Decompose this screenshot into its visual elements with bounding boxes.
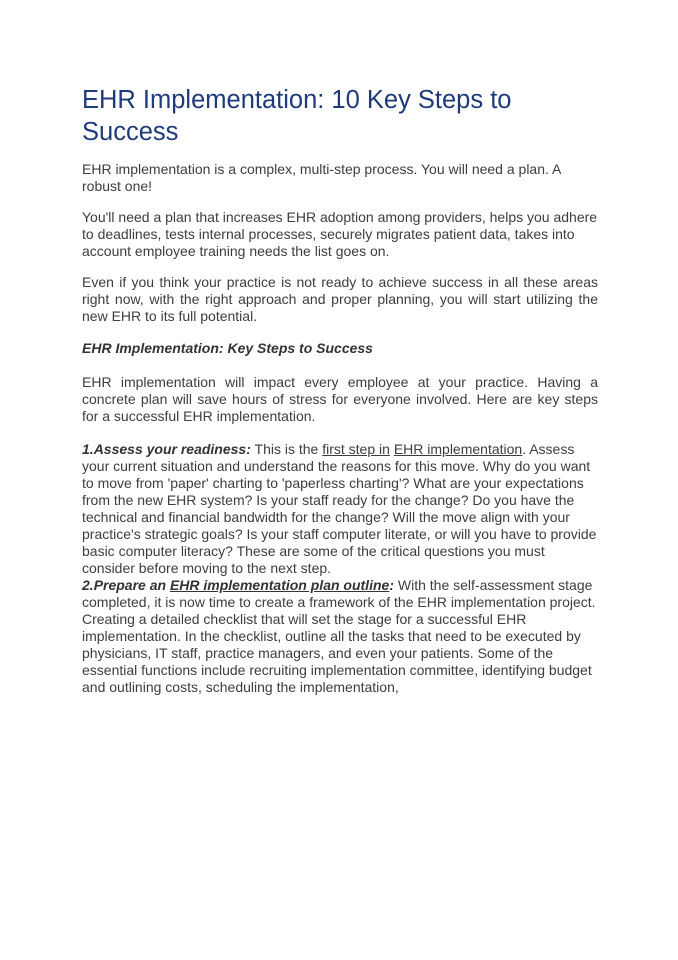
step-2-lead: Prepare an <box>93 577 170 593</box>
document-page <box>82 84 598 696</box>
step-2-number: 2. <box>82 577 94 593</box>
adoption-paragraph: You'll need a plan that increases EHR adoption among providers, helps you adhere to deadlines, tests internal processes, securely migrates patient data, takes into account employee training needs the list goes on. <box>82 209 598 259</box>
readiness-paragraph: Even if you think your practice is not ready to achieve success in all these areas right now, with the right approach and proper planning, you will start utilizing the new EHR to its full potential. <box>82 274 598 324</box>
step-1-number: 1. <box>82 441 94 457</box>
ehr-implementation-link[interactable]: EHR implementation <box>393 441 523 457</box>
first-step-link[interactable]: first step in <box>322 441 390 457</box>
step-1 <box>82 441 598 577</box>
ehr-plan-outline-link[interactable]: EHR implementation plan outline <box>169 577 390 593</box>
step-1-lead: Assess your readiness: <box>93 441 251 457</box>
step-2 <box>82 577 598 696</box>
section-subheading: EHR Implementation: Key Steps to Success <box>82 340 373 356</box>
intro-paragraph: EHR implementation is a complex, multi-step process. You will need a plan. A robust one! <box>82 161 561 194</box>
step-2-lead-colon: : <box>389 577 394 593</box>
page-title: EHR Implementation: 10 Key Steps to Success <box>82 86 512 146</box>
step-2-body: With the self-assessment stage completed, it is now time to create a framework of the EHR implementation project. Creating a detailed checklist that will set the stage for a successful EHR implementation. In the checklist, outline all the tasks that need to be executed by physicians, IT staff, practice managers, and even your patients. Some of the essential functions include recruiting implementation committee, identifying budget and outlining costs, scheduling the implementation, <box>82 577 596 695</box>
step-1-body: . Assess your current situation and understand the reasons for this move. Why do you want to move from 'paper' charting to 'paperless charting'? What are your expectations from the new EHR system? Is your staff ready for the change? Do you have the technical and financial bandwidth for the change? Will the move align with your practice's strategic goals? Is your staff computer literate, or will you have to provide basic computer literacy? These are some of the critical questions you must consider before moving to the next step. <box>82 441 597 576</box>
step-1-text-before-link: This is the <box>250 441 323 457</box>
impact-paragraph: EHR implementation will impact every employee at your practice. Having a concrete plan will save hours of stress for everyone involved. Here are key steps for a successful EHR implementation. <box>82 374 598 424</box>
